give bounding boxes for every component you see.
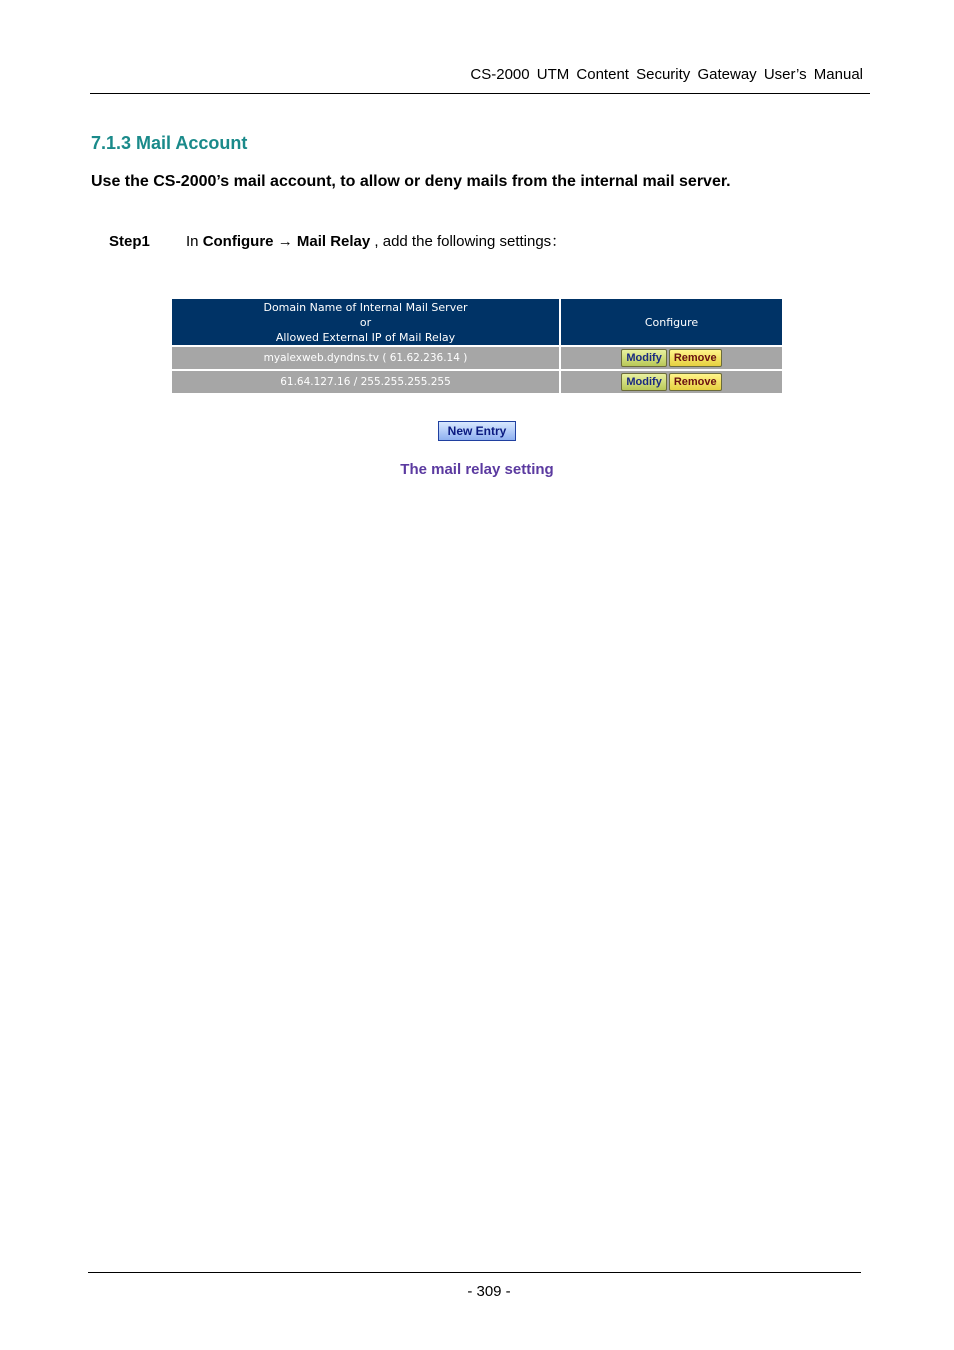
step-menu: Configure (202, 233, 274, 250)
step-arrow-icon: → (277, 233, 293, 250)
column-header-configure: Configure (561, 299, 782, 345)
row-entry: 61.64.127.16 / 255.255.255.255 (172, 371, 559, 393)
table-row (172, 347, 782, 369)
row-actions (561, 347, 782, 369)
step-suffix: , add the following settings： (374, 233, 567, 250)
page-number: - 309 - (467, 1283, 511, 1300)
column-header-domain-line3: Allowed External IP of Mail Relay (275, 330, 456, 344)
row-entry: myalexweb.dyndns.tv ( 61.62.236.14 ) (172, 347, 559, 369)
remove-button[interactable]: Remove (669, 349, 722, 367)
remove-button[interactable]: Remove (669, 373, 722, 391)
column-header-domain-line2: or (359, 315, 372, 329)
header-divider (90, 93, 870, 94)
header-title: CS-2000 UTM Content Security Gateway User’s Manual (470, 66, 863, 83)
column-header-domain-line1: Domain Name of Internal Mail Server (263, 300, 468, 314)
modify-button[interactable]: Modify (621, 373, 666, 391)
figure-caption: The mail relay setting (400, 461, 554, 478)
step-label: Step1 (109, 233, 150, 250)
mail-relay-table (170, 297, 784, 395)
section-heading: 7.1.3 Mail Account (91, 133, 248, 153)
column-header-domain (172, 299, 559, 345)
new-entry-button[interactable]: New Entry (438, 421, 516, 441)
step-prefix: In (186, 233, 199, 250)
row-actions (561, 371, 782, 393)
intro-text: Use the CS-2000’s mail account, to allow or deny mails from the internal mail server. (91, 173, 731, 190)
table-header-row (172, 299, 782, 345)
step-instruction (109, 230, 566, 251)
table-row (172, 371, 782, 393)
modify-button[interactable]: Modify (621, 349, 666, 367)
step-submenu: Mail Relay (296, 233, 371, 250)
footer-divider (88, 1272, 861, 1273)
